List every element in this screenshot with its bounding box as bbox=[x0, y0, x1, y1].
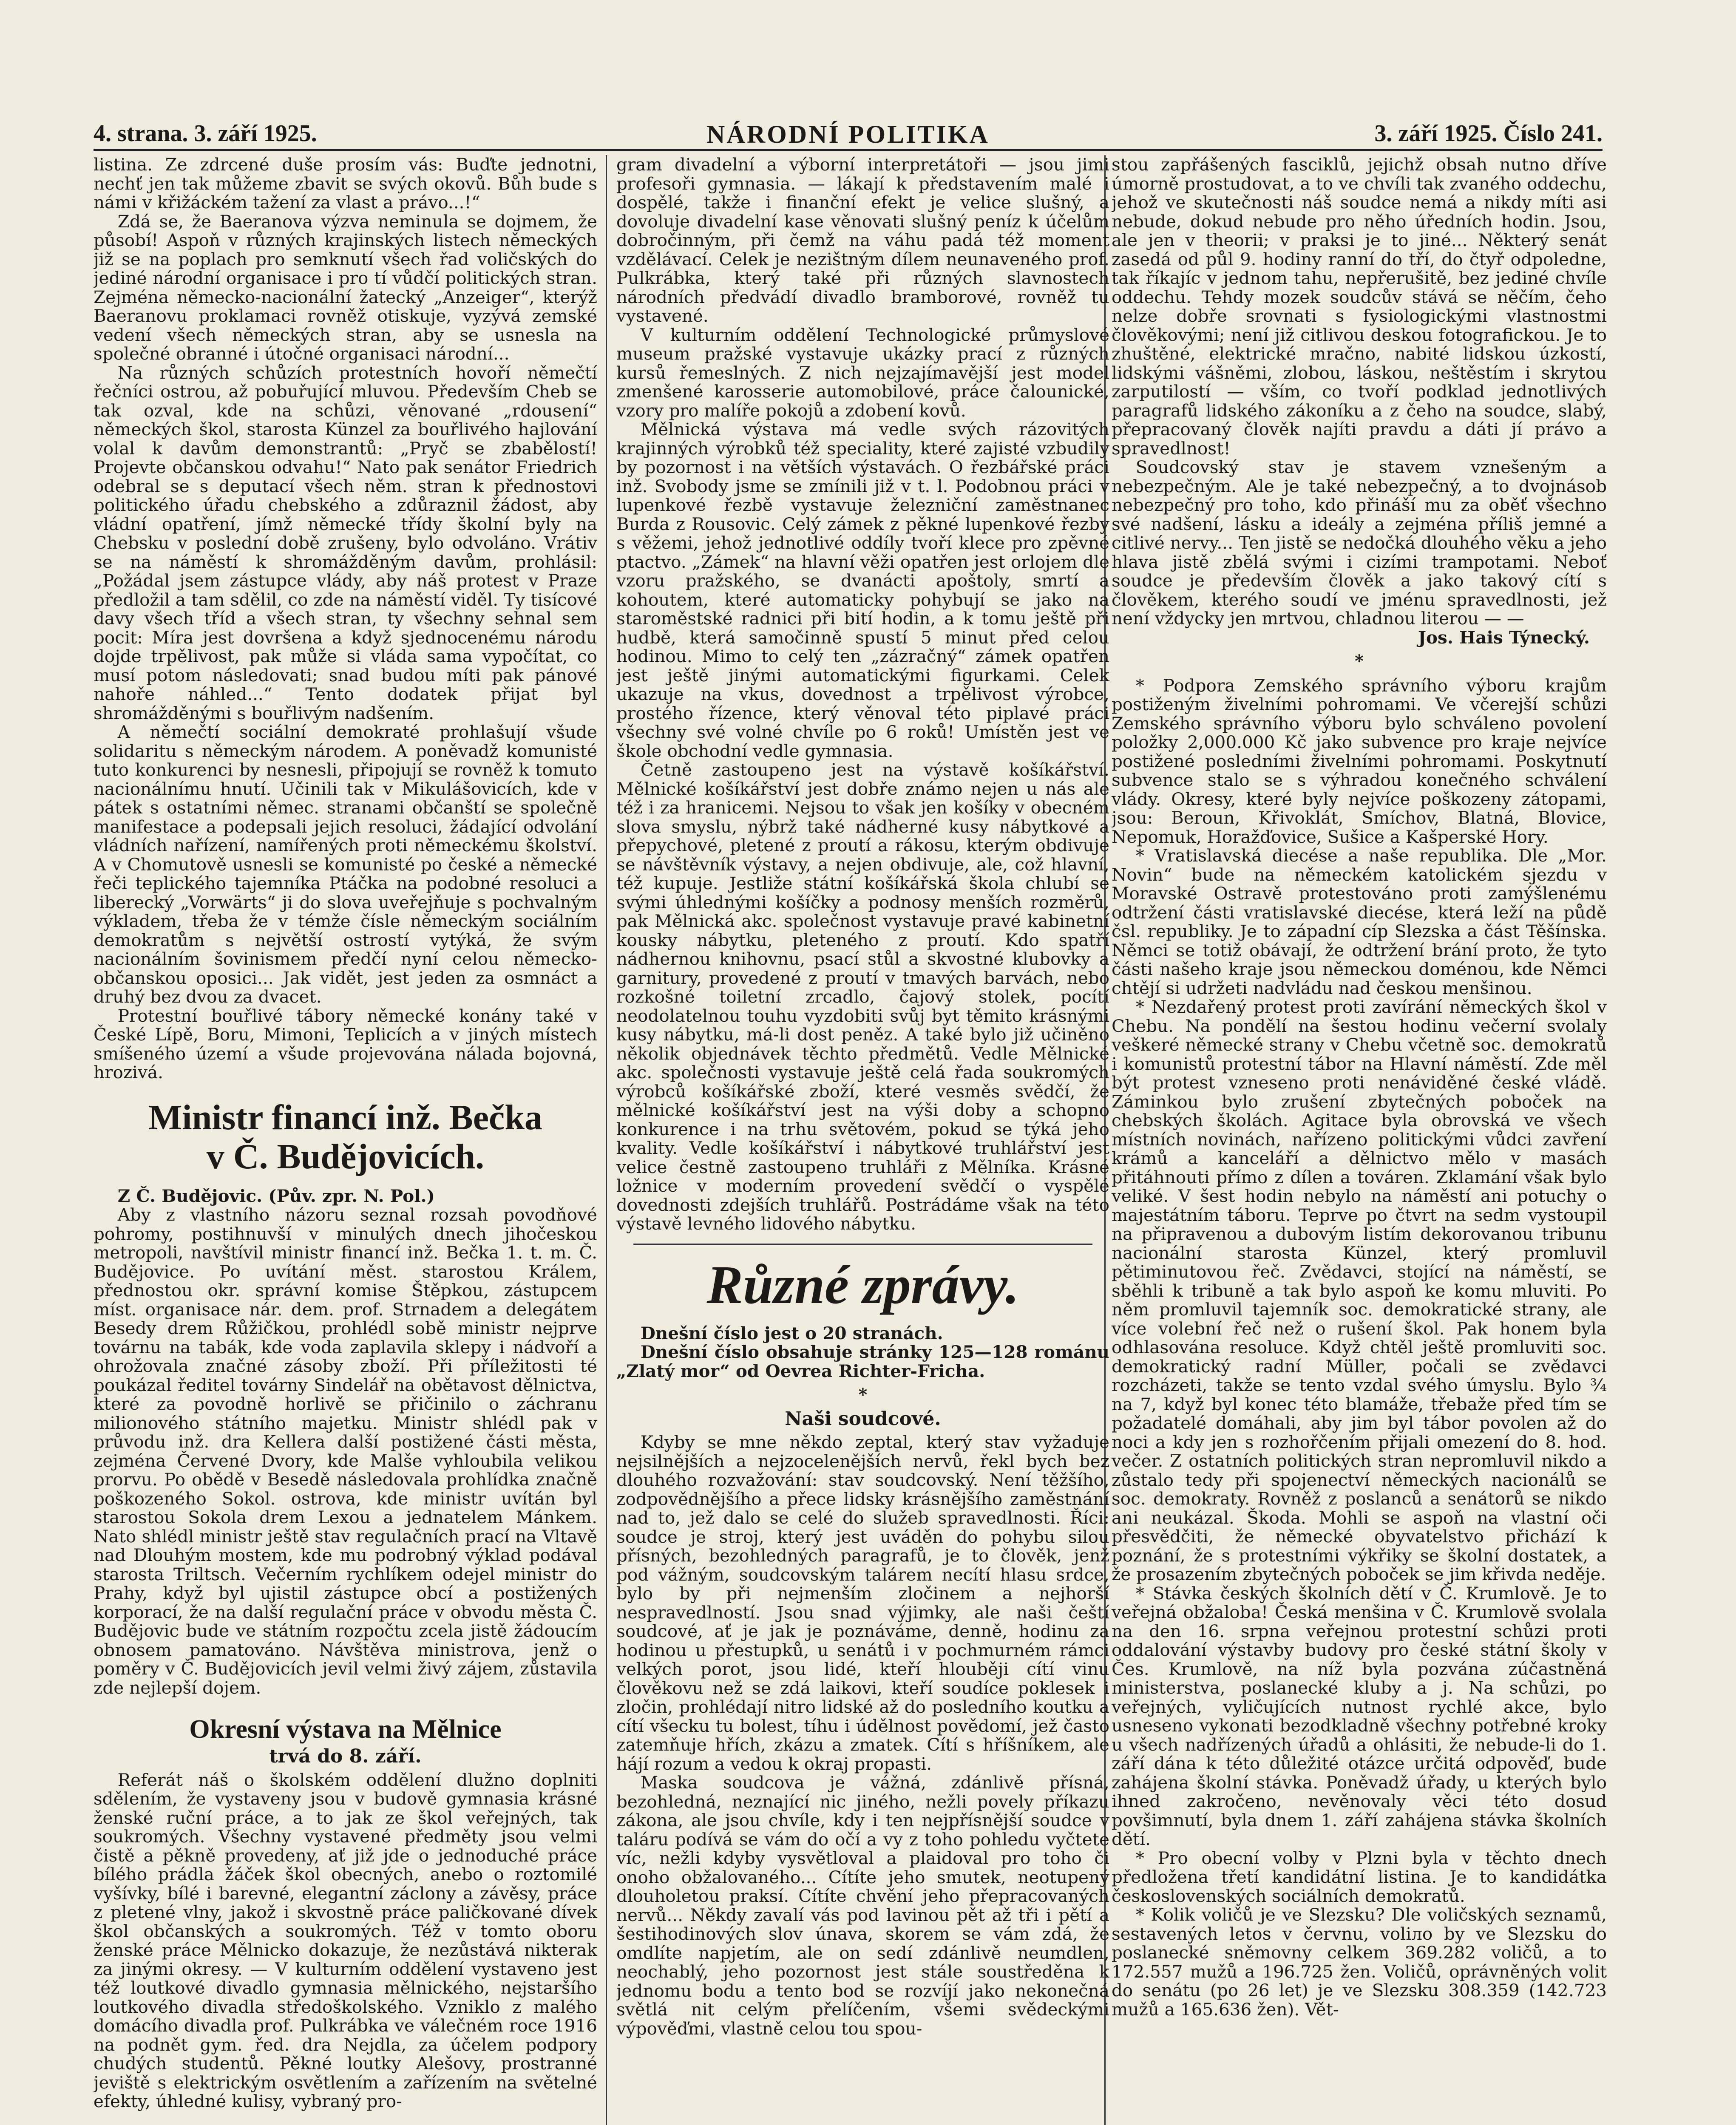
article-paragraph: Protestní bouřlivé tábory německé konány také v České Lípě, Boru, Mimoni, Teplicích a v jiných místech smíšeného území a všude projevována nálada bojovná, hrozivá. bbox=[94, 1005, 597, 1082]
section-title-misc-news: Různé zprávy. bbox=[706, 1254, 1019, 1315]
headline-minister: Ministr financí inž. Bečka bbox=[148, 1097, 543, 1137]
article-paragraph: A němečtí sociální demokraté prohlašují všude solidaritu s německým národem. A poněvadž komunisté tuto konkurenci by nesnesli, připojují se rovněž k tomuto nacionálnímu hnutí. Učinili tak v Mikulášovicích, kde v pátek s ostatními němec. stranami občanští se společně manifestace a podepsali jejich resoluci, žádající odvolání vládních nařízení, namířených proti německému školství. A v Chomutově usnesli se komunisté po české a německé řeči teplického tajemníka Ptáčka na podobné resoluci a liberecký „Vorwärts“ ji do slova uveřejňuje s pochvalným výkladem, třeba že v témže čísle německým sociálním demokratům s největší ostrostí vytýká, že svým nacionálním šovinismem předčí nyní celou německo-občanskou oposici... Jak vidět, jest jeden za osmnáct a druhý bez dvou za dvacet. bbox=[94, 722, 597, 1007]
article-paragraph: Mělnická výstava má vedle svých rázovitých krajinných výrobků též speciality, které zajisté vzbudily by pozornost i na větších výstavách. O řezbářské práci inž. Svobody jsme se zmínili již v t. l. Podobnou práci v lupenkové řezbě vystavuje železniční zaměstnanec Burda z Rousovic. Celý zámek z pěkné lupenkové řezby s věžemi, jehož jednotlivé oddíly tvoří klece pro zpěvné ptactvo. „Zámek“ na hlavní věži opatřen jest orlojem dle vzoru pražského, se dvanácti apoštoly, smrtí a kohoutem, které automaticky pohybují se jako na staroměstské radnici při bití hodin, a k tomu ještě při hudbě, která samočinně spustí 5 minut před celou hodinou. Mimo to celý ten „zázračný“ zámek opatřen jest ještě jinými automatickými figurkami. Celek ukazuje na vkus, dovednost a trpělivost výrobce, prostého řízence, který věnoval této piplavé práci všechny své volné chvíle po 6 roků! Umístěn jest ve škole obchodní vedle gymnasia. bbox=[616, 419, 1109, 761]
article-paragraph: Referát náš o školském oddělení dlužno doplniti sdělením, že vystaveny jsou v budově gymnasia krásné ženské ruční práce, a to jak ze škol veřejných, tak soukromých. Všechny vystavené předměty jsou velmi čistě a pěkně provedeny, ať již jde o jednoduché práce bílého prádla žáček škol obecných, anebo o roztomilé vyšívky, bílé i barevné, elegantní záclony a závěsy, práce z pletené vlny, jakož i skvostně práce paličkované dívek škol občanských a soukromých. Též v tomto oboru ženské práce Mělnicko dokazuje, že nezůstává nikterak za jinými okresy. — V kulturním oddělení vystaveno jest též loutkové divadlo gymnasia mělnického, nejstaršího loutkového divadla středoškolského. Vzniklo z malého domácího divadla prof. Pulkrábka ve válečném roce 1916 na podnět gym. řed. dra Nejdla, za účelem podpory chudých studentů. Pěkné loutky Alešovy, prostranné jeviště s elektrickým osvětlením a zařízením na světelné efekty, úhledné kulisy, vybraný pro- bbox=[94, 1769, 597, 2111]
article-paragraph: Soudcovský stav je stavem vznešeným a nebezpečným. Ale je také nebezpečný, a to dvojnásob nebezpečný pro toho, kdo přináší mu za oběť všechno své nadšení, lásku a ideály a zejména příliš jemné a citlivé nervy... Ten jistě se nedočká dlouhého věku a jeho hlava jistě zbělá svými i cizími trampotami. Neboť soudce je především člověk a jako takový cítí s člověkem, kterého soudí ve jménu spravedlnosti, jež není vždycky jen mrtvou, chladnou literou — — bbox=[1112, 457, 1607, 629]
article-paragraph: stou zapřášených fasciklů, jejichž obsah nutno dříve úmorně prostudovat, a to ve chvíli tak zvaného oddechu, jehož ve skutečnosti náš soudce nemá a nikdy míti asi nebude, dokud nebude pro něho úředních hodin. Jsou, ale jen v theorii; v praksi je to jiné... Některý senát zasedá od půl 9. hodiny ranní do tří, do čtyř odpoledne, tak říkajíc v jednom tahu, nepřerušitě, bez jediné chvíle oddechu. Tehdy mozek soudcův stává se něčím, čeho nelze dobře srovnati s fysiologickými vlastnostmi člověkovými; není již citlivou deskou fotografickou. Je to zhuštěné, elektrické mračno, nabité lidskou úzkostí, lidskými vášněmi, zlobou, láskou, neštěstím i skrytou zarputilostí — vším, co tvoří podklad jednotlivých paragrafů lidského zákoníku a z čeho na soudce, slabý, přepracovaný člověk najíti pravdu a dáti jí právo a spravedlnost! bbox=[1112, 155, 1607, 459]
news-item: * Nezdařený protest proti zavírání německých škol v Chebu. Na pondělí na šestou hodinu večerní svolaly veškeré německé strany v Chebu včetně soc. demokratů i komunistů protestní tábor na Hlavní náměstí. Zde měl být protest vzneseno proti nenáviděné české vládě. Záminkou bylo zrušení zbytečných poboček na chebských školách. Agitace byla obrovská ve všech místních novinách, nařízeno politickými vůdci zavření krámů a kanceláří a dělnictvo mělo v masách přitáhnouti přímo z dílen a továren. Zklamání však bylo veliké. V šest hodin nebylo na náměstí ani potuchy o majestátním táboru. Teprve po čtvrt na sedm vystoupil na připravenou a dubovým listím dekorovanou tribunu nacionální starosta Künzel, který promluvil pětiminutovou řeč. Zvědavci, stojící na náměstí, se sběhli k tribuně a tak bylo aspoň ke komu mluviti. Po něm promluvil tajemník soc. demokratické strany, ale více volební řeč než o rušení škol. Pak honem byla odhlasována resoluce. Když chtěl ještě promluviti soc. demokratický radní Müller, počali se zvědavci rozcházeti, takže se tento vzdal svého úmyslu. Bylo ¾ na 7, když byl konec této blamáže, třebaže před tím se požadatelé domáhali, aby jim byl tábor povolen až do noci a kdy jen s rozhořčením přijali omezení do 8. hod. večer. Z ostatních politických stran nepromluvil nikdo a zůstalo tedy při spojenectví německých nacionálů se soc. demokraty. Rovněž z poslanců a senátorů se nikdo ani neukázal. Škoda. Mohli se aspoň na vlastní oči přesvědčiti, že německé obyvatelstvo přichází k poznání, že s protestními výkřiky se školní dostatek, a že prosazením zbytečných poboček se jim křivda neděje. bbox=[1112, 997, 1607, 1584]
news-item: * Vratislavská diecése a naše republika. Dle „Mor. Novin“ bude na německém katolickém sjezdu v Moravské Ostravě protestováno proti zamýšlenému odtržení části vratislavské diecése, která leží na půdě čsl. republiky. Je to západní cíp Slezska a část Těšínska. Němci se totiž obávají, že odtržení brání proto, že tyto části našeho kraje jsou německou doménou, kde Němci chtějí si udržeti nadvládu nad českou menšinou. bbox=[1112, 845, 1607, 998]
article-paragraph: V kulturním oddělení Technologické průmyslové museum pražské vystavuje ukázky prací z různých kursů řemeslných. Z nich nejzajímavější jest model zmenšené karosserie automobilové, práce čalounické, vzory pro malíře pokojů a zdobení kovů. bbox=[616, 324, 1109, 421]
column-3 bbox=[1112, 155, 1607, 2125]
notice-novel: Dnešní číslo obsahuje stránky 125—128 románu „Zlatý mor“ od Oevrea Richter-Fricha. bbox=[616, 1342, 1109, 1381]
header-page-date: 4. strana. 3. září 1925. bbox=[94, 120, 317, 147]
article-paragraph: listina. Ze zdrcené duše prosím vás: Buďte jednotni, nechť jen tak můžeme zbavit se svých okovů. Bůh bude s námi v křižáckém tažení za vlast a právo...!“ bbox=[94, 155, 597, 212]
dateline: Z Č. Budějovic. (Pův. zpr. N. Pol.) bbox=[117, 1185, 435, 1206]
asterism: * bbox=[858, 1385, 868, 1405]
news-item: * Pro obecní volby v Plzni byla v těchto dnech předložena třetí kandidátní listina. Je to kandidátka československých sociálních demokratů. bbox=[1112, 1847, 1607, 1906]
news-item: * Stávka českých školních dětí v Č. Krumlově. Je to veřejná obžaloba! Česká menšina v Č. Krumlově svolala na den 16. srpna veřejnou protestní schůzi proti oddalování výstavby budovy pro české státní školy v Čes. Krumlově, na níž byla pozvána zúčastněná ministerstva, poslanecké kluby a j. Na schůzi, po veřejných, vyličujících nutnost rychlé akce, bylo usneseno vykonati bezodkladně všechny potřebné kroky u všech nadřízených úřadů a ohlásiti, že nebude-li do 1. září dána k této důležité otázce určitá odpověď, bude zahájena školní stávka. Poněvadž úřady, u kterých bylo ihned zakročeno, nevěnovaly věci této dosud povšimnutí, byla dnem 1. září zahájena stávka školních dětí. bbox=[1112, 1583, 1607, 1849]
headline-minister-sub: v Č. Budějovicích. bbox=[206, 1136, 485, 1176]
page-header bbox=[94, 116, 1603, 151]
article-paragraph: Na různých schůzích protestních hovoří němečtí řečníci ostrou, až pobuřující mluvou. Především Cheb se tak ozval, kde na schůzi, věnované „rdousení“ německých škol, starosta Künzel za bouřlivého hajlování volal k davům demonstrantů: „Pryč se zbabělostí! Projevte občanskou odvahu!“ Nato pak senátor Friedrich odebral se s deputací všech něm. stran k přednostovi politického úřadu chebského a zdůraznil žádost, aby vládní opatření, jímž německé třídy školní byly na Chebsku v poslední době zrušeny, bylo odvoláno. Vrátiv se na náměstí k shromážděným davům, prohlásil: „Požádal jsem zástupce vlády, aby náš protest v Praze předložil a tam sdělil, co zde na náměstí viděl. Ty tisícové davy všech tříd a všech stran, ty všechny sehnal sem pocit: Míra jest dovršena a když sjednocenému národu dojde trpělivost, pak může si vláda sama vypočítat, co musí potom následovati; snad budou míti pak pánové nahoře náhled...“ Tento dodatek přijat byl shromážděnými s bouřlivým nadšením. bbox=[94, 362, 597, 723]
author-signature: Jos. Hais Týnecký. bbox=[1418, 627, 1590, 648]
masthead-title: NÁRODNÍ POLITIKA bbox=[706, 120, 990, 148]
column-divider bbox=[606, 155, 607, 2125]
article-paragraph: Aby z vlastního názoru seznal rozsah povodňové pohromy, postihnuvší v minulých dnech jihočeskou metropoli, navštívil ministr financí inž. Bečka 1. t. m. Č. Budějovice. Po uvítání měst. starostou Králem, přednostou okr. správní komise Štěpkou, zástupcem míst. organisace nár. dem. prof. Strnadem a delegátem Besedy drem Růžičkou, prohlédl sobě ministr nejprve továrnu na tabák, kde voda zaplavila sklepy i nádvoří a ohrožovala značné zásoby zboží. Při příležitosti té poukázal ředitel továrny Sindelář na obětavost dělnictva, které za povodně horlivě se přičinilo o záchranu milionového státního majetku. Ministr shlédl pak v průvodu inž. dra Kellera další postižené části města, zejména Červené Dvory, kde Malše vyhloubila velikou prorvu. Po obědě v Besedě následovala prohlídka značně poškozeného Sokol. ostrova, kde ministr uvítán byl starostou Sokola drem Lexou a jednatelem Mánkem. Nato shlédl ministr ještě stav regulačních prací na Vltavě nad Dlouhým mostem, kde mu podrobný výklad podával starosta Triltsch. Večerním rychlíkem odejel ministr do Prahy, když byl ujistil zástupce obcí a postižených korporací, že na další regulační práce v obvodu města Č. Budějovic bude ve státním rozpočtu zcela jistě žádoucím obnosem pamatováno. Návštěva ministrova, jenž o poměry v Č. Budějovicích jevil velmi živý zájem, zůstavila zde nejlepší dojem. bbox=[94, 1204, 597, 1698]
article-paragraph: Četně zastoupeno jest na výstavě košíkářství. Mělnické košíkářství jest dobře známo nejen u nás ale též i za hranicemi. Nejsou to však jen košíky v obecném slova smyslu, nýbrž také nádherné kusy nábytkové a přepychové, pletené z proutí a rákosu, kterým obdivuje se návštěvník výstavy, a nejen obdivuje, ale, což hlavní, též kupuje. Jestliže státní košíkářská škola chlubí se svými úhlednými košíčky a podnosy menších rozměrů, pak Mělnická akc. společnost vystavuje pravé kabinetní kousky nábytku, pleteného z proutí. Kdo spatří nádhernou knihovnu, psací stůl a skvostné klubovky a garnitury, provedené z proutí v tmavých barvách, nebo rozkošné toiletní zrcadlo, čajový stolek, pocítí neodolatelnou touhu vyzdobiti svůj byt těmito krásnými kusy nábytku, má-li dost peněz. A také bylo již učiněno několik objednávek těchto předmětů. Vedle Mělnické akc. společnosti vystavuje ještě celá řada soukromých výrobců košíkářské zboží, které vesměs svědčí, že mělnické košíkářství jest na výši doby a schopno konkurence i na trhu světovém, pokud se týká jeho kvality. Vedle košíkářství i nábytkové truhlářství jest velice čestně zastoupeno truhláři z Mělníka. Krásné ložnice v moderním provedení svědčí o vyspělé dovednosti zdejších truhlářů. Postrádáme však na této výstavě levného lidového nábytku. bbox=[616, 759, 1109, 1234]
article-paragraph: gram divadelní a výborní interpretátoři — jsou jimi profesoři gymnasia. — lákají k představením malé i dospělé, takže i finanční efekt je velice slušný, a dovoluje divadelní kase věnovati slušný peníz k účelům dobročinným, při čemž na váhu padá též moment vzdělávací. Celek je nezištným dílem neunaveného prof. Pulkrábka, který také při různých slavnostech národních předvádí divadlo bramborové, rovněž tu vystavené. bbox=[616, 155, 1109, 326]
news-item: * Kolik voličů je ve Slezsku? Dle voličských seznamů, sestavených letos v červnu, voliло by ve Slezsku do poslanecké sněmovny celkem 369.282 voličů, a to 172.557 mužů a 196.725 žen. Voličů, oprávněných volit do senátu (po 26 let) je ve Slezsku 308.359 (142.723 mužů a 165.636 žen). Vět- bbox=[1112, 1904, 1607, 2020]
headline-exhibition: Okresní výstava na Mělnice bbox=[189, 1715, 502, 1744]
notice-page-count: Dnešní číslo jest o 20 stranách. bbox=[640, 1323, 943, 1343]
header-issue-number: 3. září 1925. Číslo 241. bbox=[1374, 120, 1603, 147]
column-2 bbox=[616, 155, 1109, 2125]
article-paragraph: Zdá se, že Baeranova výzva neminula se dojmem, že působí! Aspoň v různých krajinských listech německých již se na poplach pro semknutí všech řad voličských do jediné národní organisace i pro tí vůdčí politických stran. Zejména německo-nacionální žatecký „Anzeiger“, kterýž Baeranovu proklamaci rovněž otiskuje, vyzývá zemské vedení všech německých stran, aby se usnesla na společné obranné i útočné organisaci národní... bbox=[94, 211, 597, 364]
asterism: * bbox=[1355, 651, 1364, 671]
headline-exhibition-sub: trvá do 8. září. bbox=[269, 1745, 422, 1767]
news-item: * Podpora Zemského správního výboru krajům postiženým živelními pohromami. Ve včerejší schůzi Zemského správního výboru bylo schváleno povolení položky 2,000.000 Kč jako subvence pro kraje nejvíce postižené posledními živelními pohromami. Poskytnutí subvence stalo se s výhradou konečného schválení vlády. Okresy, které byly nejvíce poškozeny zátopami, jsou: Beroun, Křivoklát, Smíchov, Blatná, Blovice, Nepomuk, Horažďovice, Sušice a Kašperské Hory. bbox=[1112, 675, 1607, 847]
headline-judges: Naši soudcové. bbox=[785, 1408, 941, 1430]
article-paragraph: Kdyby se mne někdo zeptal, který stav vyžaduje nejsilnějších a nejzocelenějších nervů, řekl bych bez dlouhého rozvažování: stav soudcovský. Není těžšího, zodpovědnějšího a přece lidsky krásnějšího zaměstnání nad to, jež dalo se celé do služeb spravedlnosti. Říci: soudce je stroj, který jest uváděn do pohybu silou přísných, bezohledných paragrafů, je to člověk, jenž pod vážným, soudcovským talárem necítí hlasu srdce, bylo by při nejmenším zločinem a nejhorší nespravedlností. Jsou snad výjimky, ale naši čeští soudcové, ať je jak je poznáváme, denně, hodinu za hodinou u přestupků, u senátů i v pochmurném rámci velkých porot, jsou lidé, kteří hlouběji cítí vinu člověkovu než se zdá laikovi, kteří soudíce poklesek i zločin, prohlédají nitro lidské až do posledního koutku a cítí všecku tu bolest, tíhu i údělnost povědomí, jež často zatemňuje hřích, zkázu a zmatek. Cítí s hříšníkem, ale hájí rozum a vedou k okraj propasti. bbox=[616, 1432, 1109, 1774]
column-1 bbox=[94, 155, 597, 2125]
article-paragraph: Maska soudcova je vážná, zdánlivě přísná, bezohledná, neznající nic jiného, nežli povely příkazu zákona, ale jsou chvíle, kdy i ten nejpřísnější soudce v taláru podívá se vám do očí a vy z toho pohledu vyčtete víc, nežli kdyby vysvětloval a plaidoval pro toho či onoho obžalovaného... Cítíte jeho smutek, neotupený dlouholetou praksí. Cítíte chvění jeho přepracovaných nervů... Někdy zavalí vás pod lavinou pět až tři i pětí a šestihodinových slov únava, skorem se vám zdá, že omdlíte napjetím, ale on sedí zdánlivě neumdlen, neochablý, jeho pozornost jest stále soustředěna k jednomu bodu a tento bod se rozvíjí jako nekonečná světlá nit celým přelíčením, všemi svědeckými výpověďmi, vlastně celou tou spou- bbox=[616, 1772, 1109, 2039]
section-divider bbox=[633, 1244, 1092, 1245]
